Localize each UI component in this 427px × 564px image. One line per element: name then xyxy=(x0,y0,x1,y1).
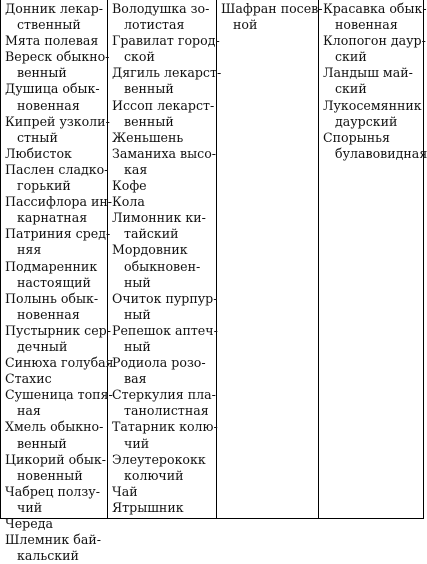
plant-entry xyxy=(112,178,216,194)
plant-entry xyxy=(112,323,216,355)
plant-name-line: Гравилат город- xyxy=(112,33,220,49)
plant-name-continuation: ной xyxy=(233,17,258,33)
plant-name-continuation: стный xyxy=(17,129,58,145)
plant-name-line: Подмаренник xyxy=(5,258,98,274)
plant-name-line: Шлемник бай- xyxy=(5,532,102,548)
plant-entry xyxy=(323,98,423,130)
plant-entry xyxy=(323,1,427,33)
plant-name-continuation: танолистная xyxy=(124,403,209,419)
plant-name-continuation: чий xyxy=(17,499,43,515)
table-column-1 xyxy=(1,0,114,564)
plant-entry xyxy=(112,419,216,451)
table-column-4 xyxy=(319,0,427,518)
plant-name-line: Элеутерококк xyxy=(112,451,206,467)
plant-entry xyxy=(5,355,114,371)
plant-name-continuation: ственный xyxy=(17,17,81,33)
plant-entry xyxy=(5,49,110,81)
plant-name-continuation: венный xyxy=(124,81,174,97)
plant-name-continuation: даурский xyxy=(335,113,398,129)
plant-name-line: Паслен сладко- xyxy=(5,161,109,177)
plant-entry xyxy=(112,65,222,97)
plant-entry xyxy=(5,532,107,564)
plant-name-line: Красавка обык- xyxy=(323,1,427,16)
plant-name-line: Хмель обыкно- xyxy=(5,419,104,435)
plant-name-line: Душица обык- xyxy=(5,81,100,97)
plant-name-line: Кофе xyxy=(112,178,147,194)
plant-name-line: Очиток пурпур- xyxy=(112,290,218,306)
plant-name-continuation: ная xyxy=(17,403,41,419)
plant-entry xyxy=(5,33,107,49)
plant-entry xyxy=(112,484,216,500)
plant-name-continuation: новенный xyxy=(17,467,83,483)
plant-name-continuation: колючий xyxy=(124,467,184,483)
plant-name-continuation: ный xyxy=(124,338,151,354)
plant-entry xyxy=(323,129,427,162)
plant-name-line: Иссоп лекарст- xyxy=(112,97,215,113)
plant-name-line: Мята полевая xyxy=(5,33,99,49)
plant-name-continuation: венный xyxy=(17,435,67,451)
plant-entry xyxy=(5,146,107,162)
plant-name-line: Полынь обык- xyxy=(5,290,99,306)
plant-name-continuation: ный xyxy=(124,274,151,290)
plant-entry xyxy=(112,500,216,516)
plant-name-continuation: кальский xyxy=(17,548,79,564)
plant-entry xyxy=(112,387,216,419)
plant-name-line: Лукосемянник xyxy=(323,97,422,113)
plant-name-line: Шафран посев- xyxy=(221,1,323,16)
plant-name-continuation: венный xyxy=(124,113,174,129)
plant-name-line: Репешок аптеч- xyxy=(112,322,218,338)
plant-entry xyxy=(5,259,107,291)
plant-entry xyxy=(5,226,111,258)
plant-name-line: Пустырник сер- xyxy=(5,322,111,338)
plant-entry xyxy=(5,162,107,194)
plant-name-line: Дягиль лекарст- xyxy=(112,65,222,81)
plant-name-line: Татарник колю- xyxy=(112,419,218,435)
plant-name-continuation: новенная xyxy=(17,306,80,322)
plant-name-continuation: новенная xyxy=(17,97,80,113)
plant-name-line: Володушка зо- xyxy=(112,1,210,16)
plant-name-line: Кола xyxy=(112,194,145,210)
plant-name-line: Родиола розо- xyxy=(112,355,206,371)
plant-name-continuation: ской xyxy=(124,49,155,65)
plant-name-line: Лимонник ки- xyxy=(112,210,206,226)
plant-entry xyxy=(112,33,220,65)
plant-entry xyxy=(112,242,216,290)
plant-name-continuation: тайский xyxy=(124,226,179,242)
plant-name-continuation: горький xyxy=(17,178,71,194)
plant-name-continuation: ский xyxy=(335,49,367,65)
plant-entry xyxy=(5,419,107,451)
plant-name-line: Любисток xyxy=(5,145,72,161)
plant-entry xyxy=(323,33,426,65)
plant-entry xyxy=(112,355,216,387)
plant-entry xyxy=(5,194,113,226)
plant-name-continuation: булавовидная xyxy=(335,145,427,161)
table-column-3 xyxy=(217,0,323,518)
plant-name-line: Чабрец ползу- xyxy=(5,483,100,499)
plant-entry xyxy=(112,130,216,146)
plant-name-continuation: венный xyxy=(17,65,67,81)
plant-entry xyxy=(5,371,107,387)
plant-entry xyxy=(5,322,111,355)
plant-name-line: Кипрей узколи- xyxy=(5,113,110,129)
plant-entry xyxy=(112,291,216,323)
plant-name-line: Спорынья xyxy=(323,129,390,145)
plant-name-line: Чай xyxy=(112,483,138,499)
plant-name-line: Патриния сред- xyxy=(5,226,111,242)
plant-name-line: Донник лекар- xyxy=(5,1,104,16)
plant-name-continuation: вая xyxy=(124,371,147,387)
plant-entry xyxy=(112,194,216,210)
plant-entry xyxy=(112,146,216,178)
plant-entry xyxy=(112,452,216,484)
plant-entry xyxy=(5,81,107,113)
plant-entry xyxy=(5,452,107,484)
plant-entry xyxy=(112,98,216,130)
plant-name-continuation: дечный xyxy=(17,338,68,354)
plant-entry xyxy=(112,1,216,33)
plant-name-line: Стеркулия пла- xyxy=(112,387,216,403)
plant-entry xyxy=(5,484,107,516)
plant-name-line: Мордовник xyxy=(112,242,188,258)
plant-entry xyxy=(5,516,107,532)
plant-name-continuation: ный xyxy=(124,306,151,322)
plant-name-line: Цикорий обык- xyxy=(5,451,106,467)
plant-name-line: Вереск обыкно- xyxy=(5,49,110,65)
plant-name-line: Сушеница топя- xyxy=(5,387,113,403)
plant-name-line: Стахис xyxy=(5,371,52,387)
plant-name-continuation: новенная xyxy=(335,17,398,33)
plant-entry xyxy=(221,1,323,33)
plant-name-continuation: настоящий xyxy=(17,274,91,290)
plant-entry xyxy=(5,291,107,323)
plant-name-line: Ландыш май- xyxy=(323,65,413,81)
plant-name-continuation: карнатная xyxy=(17,210,88,226)
plant-name-line: Череда xyxy=(5,516,53,531)
plant-name-line: Синюха голубая xyxy=(5,355,114,371)
plant-entry xyxy=(112,210,216,242)
plant-name-continuation: обыкновен- xyxy=(124,258,201,274)
plant-name-continuation: няя xyxy=(17,242,42,258)
plant-name-continuation: чий xyxy=(124,435,150,451)
plant-name-line: Ятрышник xyxy=(112,499,184,515)
plant-entry xyxy=(5,1,107,33)
plant-name-continuation: кая xyxy=(124,161,148,177)
plant-name-line: Пассифлора ин- xyxy=(5,194,113,210)
plant-entry xyxy=(5,113,110,146)
plant-entry xyxy=(5,387,113,419)
plant-name-continuation: ский xyxy=(335,81,367,97)
plant-entry xyxy=(323,65,423,97)
plant-name-line: Заманиха высо- xyxy=(112,145,217,161)
table-column-2 xyxy=(108,0,222,518)
plant-name-line: Женьшень xyxy=(112,129,184,145)
plant-name-line: Клопогон даур- xyxy=(323,33,426,49)
plant-name-continuation: лотистая xyxy=(124,17,185,33)
